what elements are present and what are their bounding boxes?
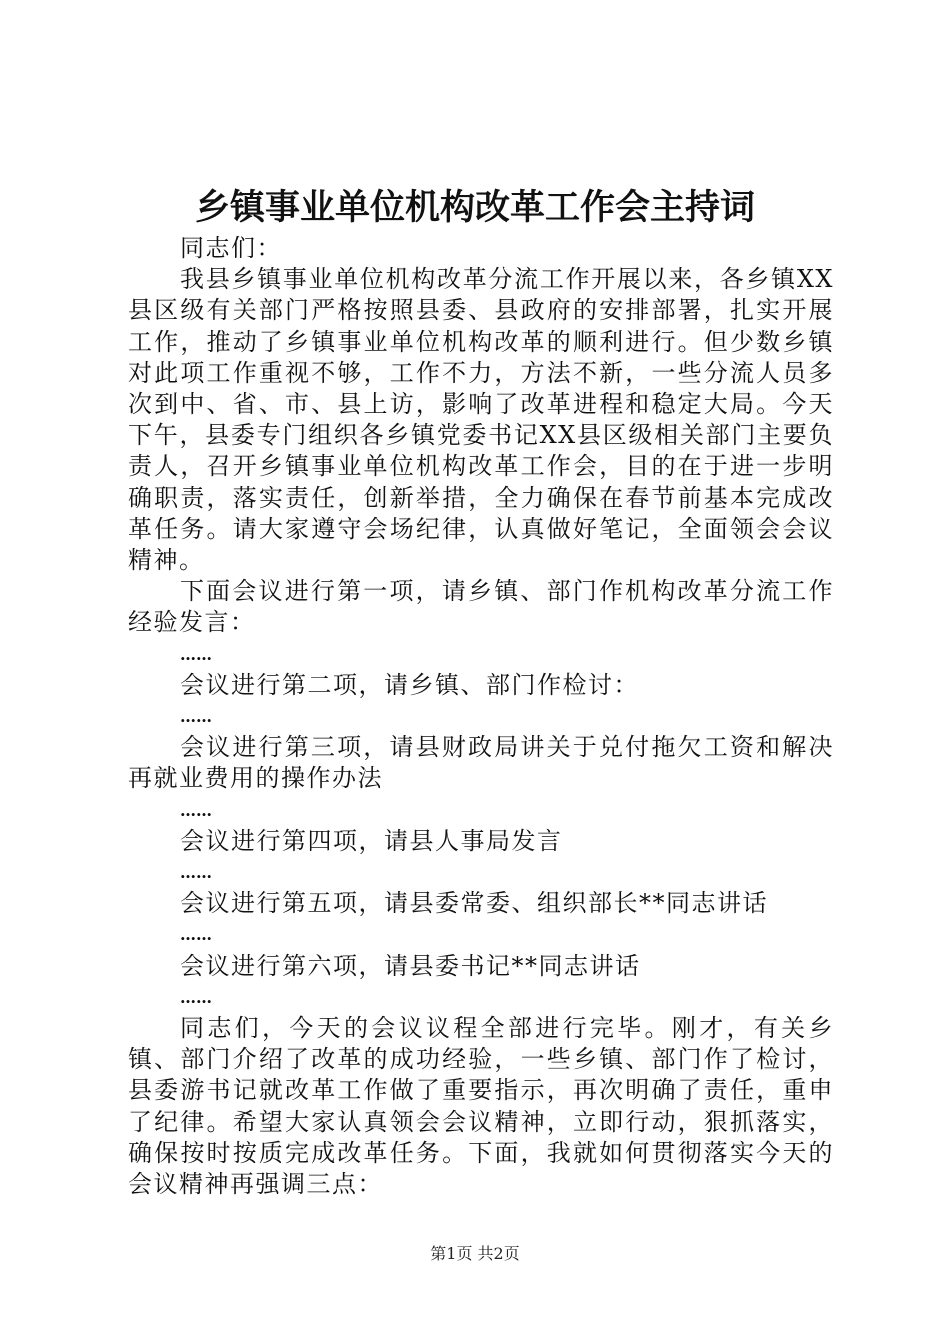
ellipsis: …… bbox=[180, 987, 212, 1007]
document-body bbox=[128, 233, 834, 1200]
ellipsis: …… bbox=[180, 925, 212, 945]
ellipsis: …… bbox=[180, 800, 212, 820]
paragraph-intro: 我县乡镇事业单位机构改革分流工作开展以来，各乡镇XX县区级有关部门严格按照县委、县政府的安排部署，扎实开展工作，推动了乡镇事业单位机构改革的顺利进行。但少数乡镇对此项工作重视不够，工作不力，方法不新，一些分流人员多次到中、省、市、县上访，影响了改革进程和稳定大局。今天下午，县委专门组织各乡镇党委书记XX县区级相关部门主要负责人，召开乡镇事业单位机构改革工作会，目的在于进一步明确职责，落实责任，创新举措，全力确保在春节前基本完成改革任务。请大家遵守会场纪律，认真做好笔记，全面领会会议精神。 bbox=[128, 265, 834, 575]
ellipsis: …… bbox=[180, 707, 212, 727]
agenda-item-1: 下面会议进行第一项，请乡镇、部门作机构改革分流工作经验发言： bbox=[128, 577, 834, 637]
document-title: 乡镇事业单位机构改革工作会主持词 bbox=[194, 188, 755, 228]
agenda-item-2: 会议进行第二项，请乡镇、部门作检讨： bbox=[180, 670, 639, 699]
ellipsis: …… bbox=[180, 863, 212, 883]
paragraph-closing: 同志们，今天的会议议程全部进行完毕。刚才，有关乡镇、部门介绍了改革的成功经验，一些乡镇、部门作了检讨，县委游书记就改革工作做了重要指示，再次明确了责任，重申了纪律。希望大家认真领会会议精神，立即行动，狠抓落实，确保按时按质完成改革任务。下面，我就如何贯彻落实今天的会议精神再强调三点： bbox=[128, 1014, 834, 1199]
agenda-item-5: 会议进行第五项，请县委常委、组织部长**同志讲话 bbox=[180, 889, 768, 918]
salutation: 同志们： bbox=[180, 234, 282, 262]
ellipsis: …… bbox=[180, 644, 212, 664]
agenda-item-3: 会议进行第三项，请县财政局讲关于兑付拖欠工资和解决再就业费用的操作办法 bbox=[128, 733, 834, 793]
page-footer: 第1页 共2页 bbox=[430, 1244, 520, 1263]
agenda-item-6: 会议进行第六项，请县委书记**同志讲话 bbox=[180, 951, 641, 980]
agenda-item-4: 会议进行第四项，请县人事局发言 bbox=[180, 826, 563, 855]
